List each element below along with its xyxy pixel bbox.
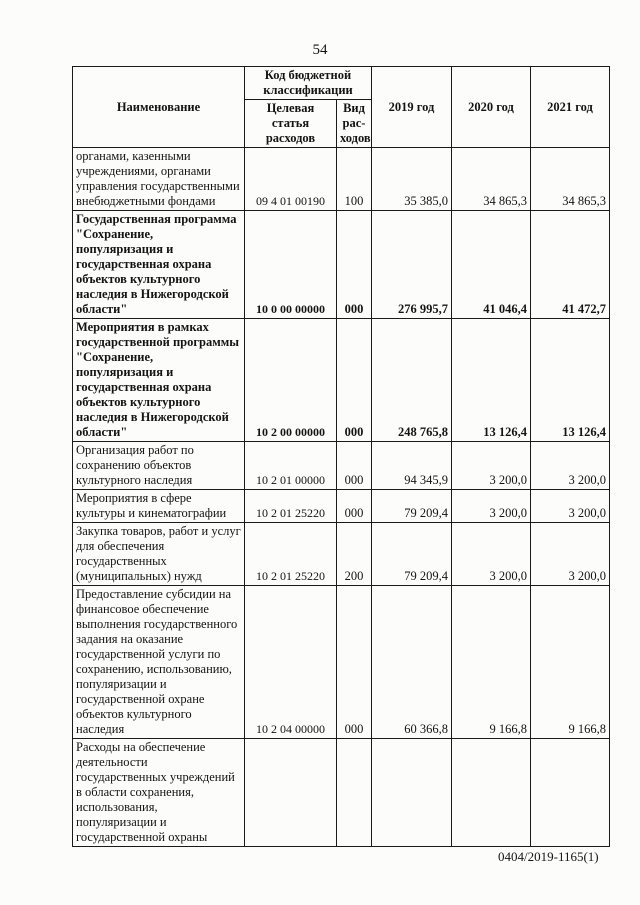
row-target-article: 10 2 00 00000	[245, 319, 337, 442]
row-amount-2021: 3 200,0	[531, 523, 610, 586]
row-name: Расходы на обеспечение деятельности государственных учреждений в области сохранения, использования, популяризации и государственной охраны	[73, 739, 245, 847]
row-expense-type: 000	[337, 442, 372, 490]
table-row	[73, 739, 610, 847]
row-amount-2020	[452, 739, 531, 847]
row-name: Государственная программа "Сохранение, популяризация и государственная охрана объектов культурного наследия в Нижегородской области"	[73, 211, 245, 319]
row-amount-2019: 79 209,4	[372, 523, 452, 586]
row-amount-2020: 34 865,3	[452, 148, 531, 211]
header-name: Наименование	[73, 67, 245, 148]
row-amount-2020: 3 200,0	[452, 490, 531, 523]
row-target-article: 10 0 00 00000	[245, 211, 337, 319]
table-row	[73, 211, 610, 319]
row-target-article: 10 2 01 00000	[245, 442, 337, 490]
row-target-article: 10 2 04 00000	[245, 586, 337, 739]
row-expense-type: 100	[337, 148, 372, 211]
header-2021: 2021 год	[531, 67, 610, 148]
row-target-article: 10 2 01 25220	[245, 490, 337, 523]
row-amount-2021	[531, 739, 610, 847]
row-name: Предоставление субсидии на финансовое обеспечение выполнения государственного задания на оказание государственной услуги по сохранению, использованию, популяризации и государственной охране объектов культурного наследия	[73, 586, 245, 739]
row-expense-type: 000	[337, 319, 372, 442]
row-expense-type: 200	[337, 523, 372, 586]
row-name: Закупка товаров, работ и услуг для обеспечения государственных (муниципальных) нужд	[73, 523, 245, 586]
row-name: Мероприятия в рамках государственной программы "Сохранение, популяризация и государственная охрана объектов культурного наследия в Нижегородской области"	[73, 319, 245, 442]
row-amount-2021: 41 472,7	[531, 211, 610, 319]
row-name: Организация работ по сохранению объектов культурного наследия	[73, 442, 245, 490]
table-row	[73, 523, 610, 586]
row-amount-2021: 3 200,0	[531, 442, 610, 490]
table-row	[73, 490, 610, 523]
row-amount-2020: 3 200,0	[452, 523, 531, 586]
header-2019: 2019 год	[372, 67, 452, 148]
row-amount-2019: 248 765,8	[372, 319, 452, 442]
page-number: 54	[312, 42, 328, 58]
row-amount-2020: 9 166,8	[452, 586, 531, 739]
row-amount-2020: 3 200,0	[452, 442, 531, 490]
table-row	[73, 319, 610, 442]
header-2020: 2020 год	[452, 67, 531, 148]
row-amount-2021: 34 865,3	[531, 148, 610, 211]
row-expense-type: 000	[337, 586, 372, 739]
row-amount-2021: 13 126,4	[531, 319, 610, 442]
row-amount-2019: 79 209,4	[372, 490, 452, 523]
row-amount-2021: 9 166,8	[531, 586, 610, 739]
row-target-article: 09 4 01 00190	[245, 148, 337, 211]
table-header	[73, 67, 610, 148]
header-expense-type: Вид рас-ходов	[337, 100, 372, 148]
row-target-article: 10 2 01 25220	[245, 523, 337, 586]
table-row	[73, 442, 610, 490]
row-amount-2019: 94 345,9	[372, 442, 452, 490]
table-body	[73, 148, 610, 847]
row-expense-type	[337, 739, 372, 847]
row-amount-2021: 3 200,0	[531, 490, 610, 523]
header-code-group: Код бюджетной классификации	[245, 67, 372, 100]
row-amount-2020: 13 126,4	[452, 319, 531, 442]
row-target-article	[245, 739, 337, 847]
row-amount-2019	[372, 739, 452, 847]
row-amount-2019: 276 995,7	[372, 211, 452, 319]
table-row	[73, 148, 610, 211]
table-row	[73, 586, 610, 739]
document-code: 0404/2019-1165(1)	[498, 849, 599, 864]
row-expense-type: 000	[337, 211, 372, 319]
row-expense-type: 000	[337, 490, 372, 523]
row-name: органами, казенными учреждениями, органами управления государственными внебюджетными фондами	[73, 148, 245, 211]
budget-table	[72, 66, 610, 847]
row-amount-2020: 41 046,4	[452, 211, 531, 319]
header-target-article: Целевая статья расходов	[245, 100, 337, 148]
row-amount-2019: 60 366,8	[372, 586, 452, 739]
row-name: Мероприятия в сфере культуры и кинематографии	[73, 490, 245, 523]
row-amount-2019: 35 385,0	[372, 148, 452, 211]
